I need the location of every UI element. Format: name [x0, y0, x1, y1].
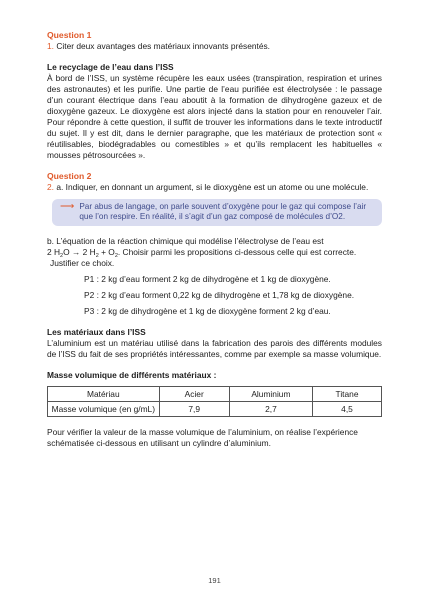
table-header-cell: Titane	[313, 387, 382, 402]
question-1-text: Citer deux avantages des matériaux innovants présentés.	[56, 41, 271, 51]
table-header-cell: Aluminium	[229, 387, 312, 402]
question-1-number: 1.	[47, 41, 54, 51]
question-2-number: 2.	[47, 182, 54, 192]
table-cell: 2,7	[229, 402, 312, 417]
question-2b-line1: b. L’équation de la réaction chimique qui modélise l’électrolyse de l’eau est	[47, 236, 324, 246]
section-materials-title: Les matériaux dans l’ISS	[47, 327, 146, 337]
table-cell: Masse volumique (en g/mL)	[48, 402, 160, 417]
proposition-p1: P1 : 2 kg d’eau forment 2 kg de dihydrogène et 1 kg de dioxygène.	[84, 274, 331, 284]
table-cell: 4,5	[313, 402, 382, 417]
proposition-p2: P2 : 2 kg d’eau forment 0,22 kg de dihydrogène et 1,78 kg de dioxygène.	[84, 290, 355, 300]
section-recycling-title: Le recyclage de l’eau dans l’ISS	[47, 62, 174, 72]
question-2a	[47, 182, 382, 193]
question-2a-text: a. Indiquer, en donnant un argument, si le dioxygène est un atome ou une molécule.	[56, 182, 369, 192]
equation-line: 2 $H_2O \to 2$ $H_2 + O_2$. Choisir parmi les propositions ci-dessous celle qui est correcte.	[47, 247, 357, 259]
note-box	[52, 199, 382, 226]
table-cell: 7,9	[159, 402, 229, 417]
table-title: Masse volumique de différents matériaux :	[47, 370, 217, 380]
section-materials-body: L’aluminium est un matériau utilisé dans la fabrication des parois des différents modules de l’ISS du fait de ses propriétés intéressantes, comme par exemple sa masse volumique.	[47, 338, 382, 359]
question-1-heading: Question 1	[47, 30, 92, 40]
page-content	[47, 30, 382, 449]
density-table	[47, 386, 382, 417]
note-text: Par abus de langage, on parle souvent d’oxygène pour le gaz qui compose l’air que l’on respire. En réalité, il s’agit d’un gaz composé de molécules d’O2.	[79, 202, 367, 221]
page-number: 191	[208, 576, 221, 585]
question-2-heading: Question 2	[47, 171, 92, 181]
table-header-row	[48, 387, 382, 402]
arrow-right-icon: ⟶	[60, 201, 75, 212]
proposition-p3: P3 : 2 kg de dihydrogène et 1 kg de dioxygène forment 2 kg d’eau.	[84, 306, 331, 316]
table-row	[48, 402, 382, 417]
question-1	[47, 41, 382, 52]
table-header-cell: Acier	[159, 387, 229, 402]
table-header-cell: Matériau	[48, 387, 160, 402]
section-recycling-body: À bord de l’ISS, un système récupère les eaux usées (transpiration, respiration et urines des astronautes) et les purifie. Une partie de l’eau purifiée est électrolysée : le passage d’un courant électrique dans l’eau aboutit à la formation de dihydrogène gazeux et de dioxygène gazeux. Le dioxygène est alors injecté dans la station pour en renouveler l’air. Pour répondre à cette question, il suffit de trouver les informations dans le texte introductif du sujet. Il y est dit, dans le dernier paragraphe, que les matériaux de protection sont « réutilisables, biodégradables ou comestibles » et qu’ils remplacent les habituelles « mousses pétrosourcées ».	[47, 73, 382, 160]
section-materials-after: Pour vérifier la valeur de la masse volumique de l’aluminium, on réalise l’expérience schématisée ci-dessous en utilisant un cylindre d’aluminium.	[47, 427, 358, 448]
question-2b-justify: Justifier ce choix.	[50, 258, 115, 268]
